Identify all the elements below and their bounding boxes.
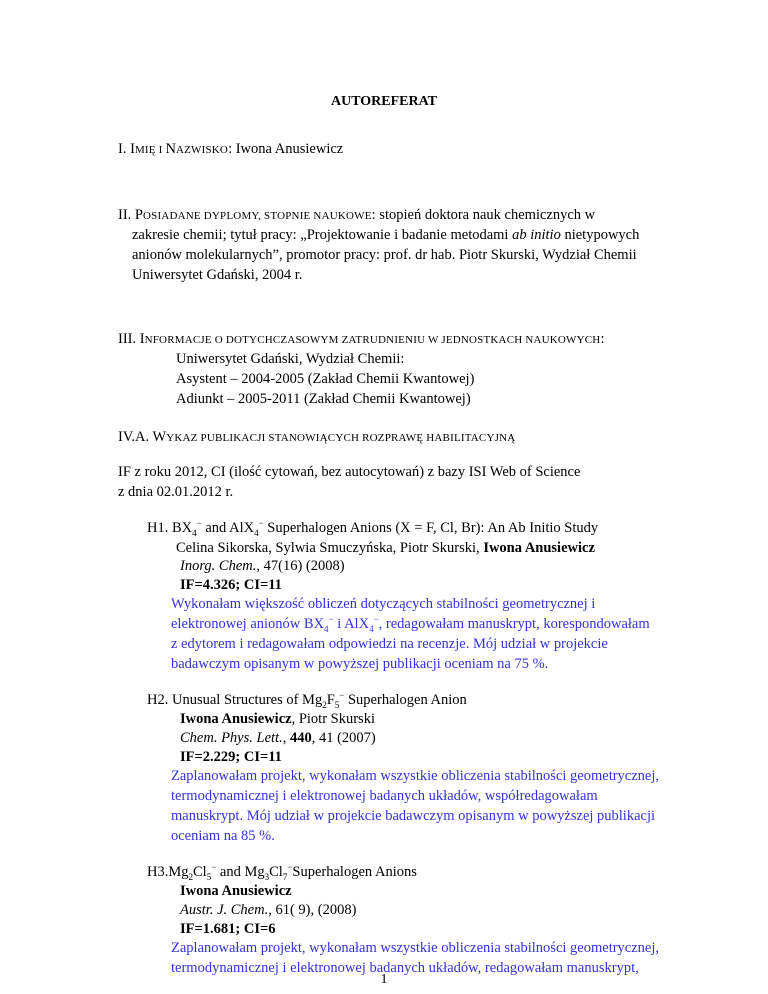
subscript: 4 <box>192 527 197 538</box>
title-text: Superhalogen Anion <box>344 692 467 708</box>
contribution-text: Zaplanowałam projekt, wykonałam wszystkie obliczenia stabilności geometrycznej, <box>171 940 660 956</box>
citation-note: z dnia 02.01.2012 r. <box>118 484 234 500</box>
publication-authors <box>180 711 375 728</box>
contribution-text: termodynamicznej i elektronowej badanych układów, współredagowałam <box>171 788 598 804</box>
publication-title <box>147 520 598 537</box>
superscript: − <box>328 614 334 625</box>
contribution-text: oceniam na 85 %. <box>171 828 275 844</box>
subscript: 3 <box>264 871 270 882</box>
desc-text: elektronowej anionów BX <box>171 616 325 632</box>
authors-text: , Piotr Skurski <box>291 711 375 727</box>
heading-smallcaps: OSIADANE DYPLOMY, STOPNIE NAUKOWE <box>143 210 372 222</box>
citation-note: IF z roku 2012, CI (ilość cytowań, bez autocytowań) z bazy ISI Web of Science <box>118 464 581 480</box>
contribution-text: termodynamicznej i elektronowej badanych układów, redagowałam manuskrypt, <box>171 960 639 976</box>
section-2-line: Uniwersytet Gdański, 2004 r. <box>132 267 303 283</box>
superscript: − <box>287 862 293 873</box>
publication-metrics: IF=4.326; CI=11 <box>180 577 282 593</box>
author-highlight: Iwona Anusiewicz <box>483 540 595 556</box>
subscript: 5 <box>206 871 212 882</box>
desc-text: , redagowałam manuskrypt, korespondowałam <box>378 616 650 632</box>
heading-smallcaps: NFORMACJE O DOTYCHCZASOWYM ZATRUDNIENIU W JEDNOSTKACH NAUKOWYCH <box>144 334 601 346</box>
heading-initial: I <box>130 141 135 157</box>
journal-details: , 47(16) (2008) <box>256 558 345 574</box>
title-text: Superhalogen Anions (X = F, Cl, Br): An Ab Initio Study <box>263 520 599 536</box>
author-highlight: Iwona Anusiewicz <box>180 711 292 727</box>
section-4a-heading <box>118 429 515 446</box>
heading-initial: W <box>152 429 167 445</box>
heading-initial: P <box>134 207 143 223</box>
contribution-text: badawczym opisanym w powyższej publikacji oceniam na 75 %. <box>171 656 549 672</box>
journal-details: , 41 (2007) <box>311 730 376 746</box>
journal-details: 61( 9), (2008) <box>271 902 357 918</box>
section-1-heading <box>118 141 343 158</box>
italic-text: ab initio <box>512 227 561 243</box>
publication-id: H3. <box>147 864 169 880</box>
title-text: Cl <box>269 864 283 880</box>
heading-smallcaps: MIĘ I <box>134 144 166 156</box>
section-number: III. <box>118 331 140 347</box>
title-text: and AlX <box>201 520 255 536</box>
contribution-text: Zaplanowałam projekt, wykonałam wszystkie obliczenia stabilności geometrycznej, <box>171 768 660 784</box>
title-text: Cl <box>193 864 207 880</box>
author-highlight: Iwona Anusiewicz <box>180 883 292 899</box>
title-text: Unusual Structures of Mg <box>171 692 323 708</box>
contribution-text: Wykonałam większość obliczeń dotyczących stabilności geometrycznej i <box>171 596 596 612</box>
publication-journal <box>180 558 345 575</box>
page-number: 1 <box>380 972 388 987</box>
heading-initial: I <box>139 331 145 347</box>
subscript: 4 <box>324 623 329 634</box>
journal-volume: 440 <box>289 730 312 746</box>
section-number: II. <box>118 207 135 223</box>
contribution-text <box>171 616 650 633</box>
publication-metrics: IF=1.681; CI=6 <box>180 921 276 937</box>
publication-authors <box>180 883 292 900</box>
employment-item: Adiunkt – 2005-2011 (Zakład Chemii Kwantowej) <box>176 391 471 407</box>
publication-authors <box>176 540 595 557</box>
heading-smallcaps: AZWISKO <box>175 144 229 156</box>
employment-item: Asystent – 2004-2005 (Zakład Chemii Kwantowej) <box>176 371 475 387</box>
subscript: 5 <box>334 699 340 710</box>
publication-metrics: IF=2.229; CI=11 <box>180 749 282 765</box>
section-number: I. <box>118 141 131 157</box>
section-3-heading <box>118 331 605 348</box>
section-number: IV.A. <box>118 429 153 445</box>
journal-name: Austr. J. Chem., <box>180 902 272 918</box>
authors-text: Celina Sikorska, Sylwia Smuczyńska, Piotr Skurski, <box>176 540 484 556</box>
superscript: − <box>211 862 217 873</box>
paragraph-text: nietypowych <box>560 227 640 243</box>
journal-details: , <box>282 730 290 746</box>
contribution-text: manuskrypt. Mój udział w projekcie badawczym opisanym w powyższej publikacji <box>171 808 656 824</box>
superscript: − <box>339 690 345 701</box>
publication-journal <box>180 730 376 747</box>
contribution-text: z edytorem i redagowałam odpowiedzi na recenzje. Mój udział w projekcie <box>171 636 608 652</box>
paragraph-text: zakresie chemii; tytuł pracy: „Projektowanie i badanie metodami <box>132 227 513 243</box>
subscript: 4 <box>254 527 259 538</box>
subscript: 2 <box>322 699 327 710</box>
title-text: BX <box>171 520 193 536</box>
desc-text: i AlX <box>333 616 370 632</box>
subscript: 4 <box>369 623 374 634</box>
heading-initial: N <box>165 141 176 157</box>
section-2-line <box>132 227 639 244</box>
paragraph-text: : stopień doktora nauk chemicznych w <box>371 207 596 223</box>
title-text: F <box>326 692 335 708</box>
publication-id: H2. <box>147 692 169 708</box>
publication-title <box>147 864 417 881</box>
superscript: − <box>373 614 379 625</box>
journal-name: Chem. Phys. Lett. <box>180 730 283 746</box>
journal-name: Inorg. Chem. <box>180 558 257 574</box>
employment-item: Uniwersytet Gdański, Wydział Chemii: <box>176 351 405 367</box>
document-title: AUTOREFERAT <box>330 94 438 109</box>
section-2-heading <box>118 207 595 224</box>
superscript: − <box>258 518 264 529</box>
section-2-line: anionów molekularnych”, promotor pracy: prof. dr hab. Piotr Skurski, Wydział Chemii <box>132 247 637 263</box>
title-text: Mg <box>168 864 189 880</box>
superscript: − <box>196 518 202 529</box>
subscript: 7 <box>282 871 288 882</box>
subscript: 2 <box>188 871 194 882</box>
publication-journal <box>180 902 356 919</box>
title-text: Superhalogen Anions <box>292 864 417 880</box>
name-value: : Iwona Anusiewicz <box>228 141 344 157</box>
heading-colon: : <box>600 331 605 347</box>
publication-id: H1. <box>147 520 169 536</box>
title-text: and Mg <box>216 864 265 880</box>
heading-smallcaps: YKAZ PUBLIKACJI STANOWIĄCYCH ROZPRAWĘ HABILITACYJNĄ <box>166 432 516 444</box>
publication-title <box>147 692 467 709</box>
